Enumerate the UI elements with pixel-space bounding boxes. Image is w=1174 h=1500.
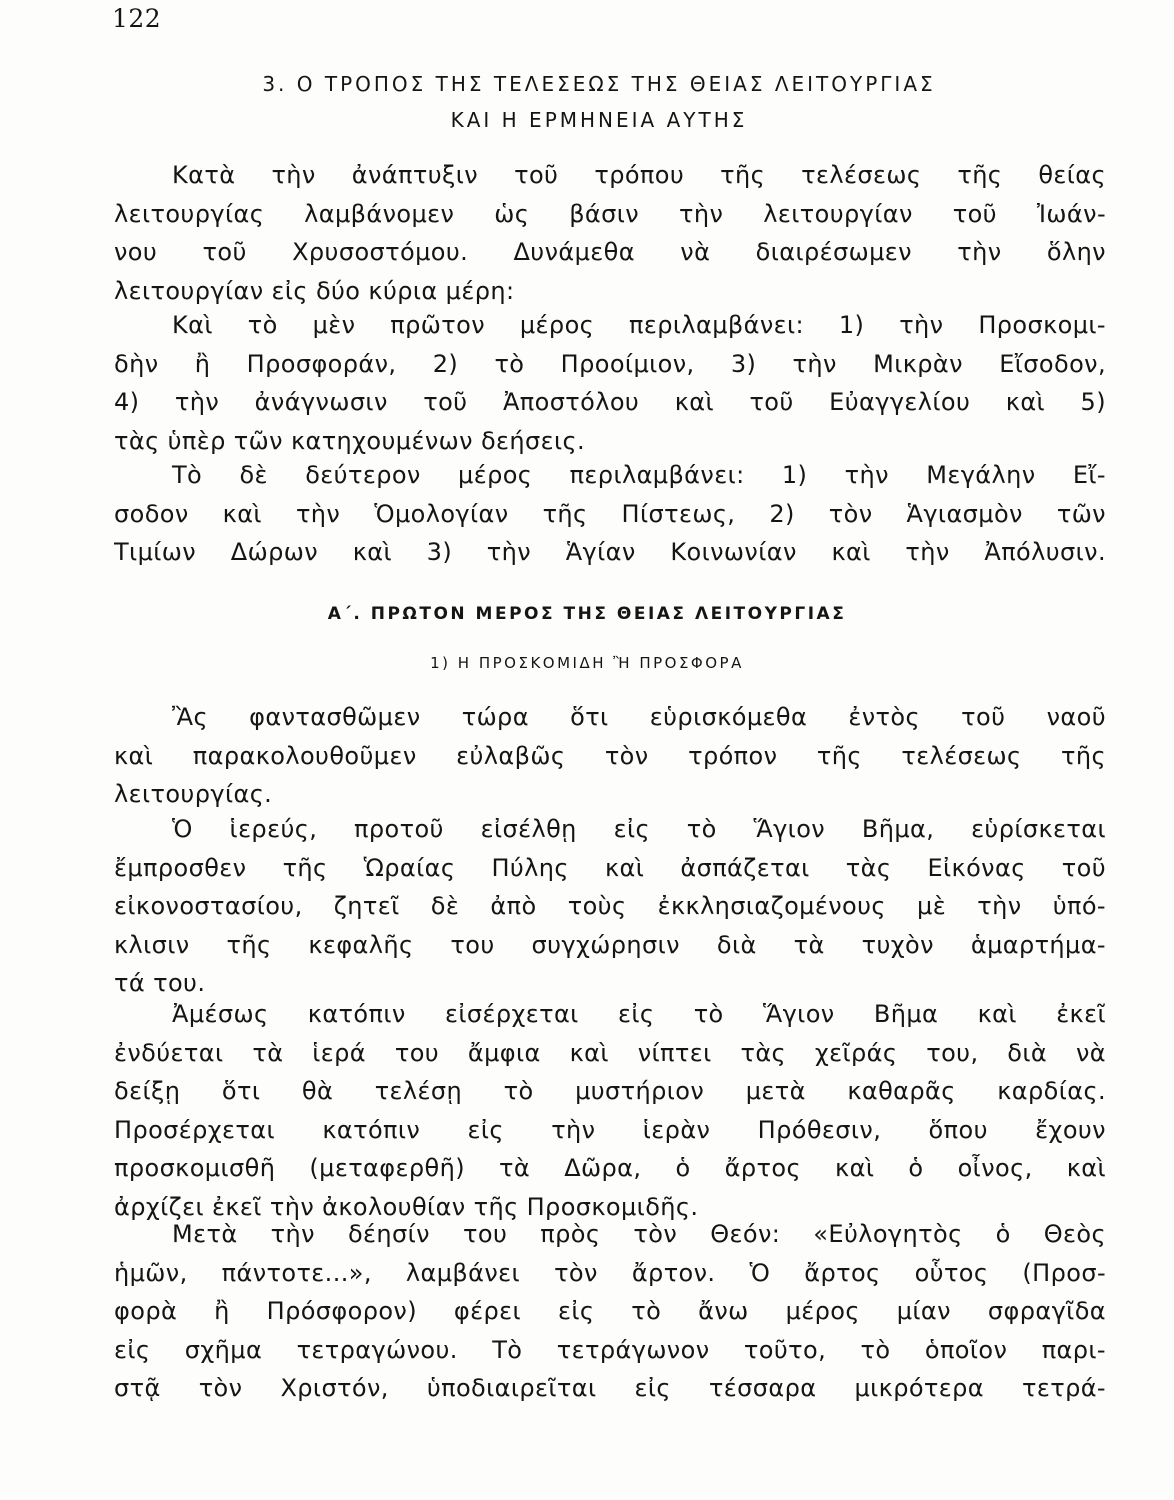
text-line: καὶ παρακολουθοῦμεν εὐλαβῶς τὸν τρόπον τῆς τελέσεως τῆς bbox=[114, 741, 1106, 770]
text-line: σοδον καὶ τὴν Ὁμολογίαν τῆς Πίστεως, 2) τὸν Ἁγιασμὸν τῶν bbox=[114, 499, 1106, 528]
paragraph bbox=[114, 995, 1106, 1226]
text-line: Ἂς φαντασθῶμεν τώρα ὅτι εὑρισκόμεθα ἐντὸς τοῦ ναοῦ bbox=[172, 703, 1106, 731]
text-line: ἡμῶν, πάντοτε...», λαμβάνει τὸν ἄρτον. Ὁ ἄρτος οὗτος (Προσ- bbox=[114, 1258, 1106, 1287]
paragraph bbox=[114, 156, 1106, 310]
text-line: Τὸ δὲ δεύτερον μέρος περιλαμβάνει: 1) τὴν Μεγάλην Εἴ- bbox=[172, 461, 1106, 489]
page-number: 122 bbox=[112, 4, 162, 33]
text-line: Ἀμέσως κατόπιν εἰσέρχεται εἰς τὸ Ἅγιον Βῆμα καὶ ἐκεῖ bbox=[172, 1000, 1106, 1028]
text-line: Τιμίων Δώρων καὶ 3) τὴν Ἁγίαν Κοινωνίαν καὶ τὴν Ἀπόλυσιν. bbox=[114, 538, 1106, 566]
section-subtitle: 1) Η ΠΡΟΣΚΟΜΙΔΗ Ἢ ΠΡΟΣΦΟΡΑ bbox=[430, 654, 744, 672]
text-line: λειτουργίας λαμβάνομεν ὡς βάσιν τὴν λειτουργίαν τοῦ Ἰωάν- bbox=[114, 199, 1106, 228]
chapter-heading-line-2: ΚΑΙ Η ΕΡΜΗΝΕΙΑ ΑΥΤΗΣ bbox=[450, 108, 748, 132]
paragraph bbox=[114, 810, 1106, 1003]
paragraph bbox=[114, 698, 1106, 814]
text-line: λειτουργίαν εἰς δύο κύρια μέρη: bbox=[114, 276, 515, 305]
text-line: δείξῃ ὅτι θὰ τελέσῃ τὸ μυστήριον μετὰ καθαρᾶς καρδίας. bbox=[114, 1077, 1106, 1105]
text-line: τά του. bbox=[114, 969, 206, 997]
text-line: 4) τὴν ἀνάγνωσιν τοῦ Ἀποστόλου καὶ τοῦ Εὐαγγελίου καὶ 5) bbox=[114, 388, 1106, 416]
paragraph bbox=[114, 306, 1106, 460]
text-line: τὰς ὑπὲρ τῶν κατηχουμένων δεήσεις. bbox=[114, 426, 586, 455]
text-line: εἰς σχῆμα τετραγώνου. Τὸ τετράγωνον τοῦτο, τὸ ὁποῖον παρι- bbox=[114, 1335, 1106, 1364]
text-line: ἐνδύεται τὰ ἱερά του ἄμφια καὶ νίπτει τὰς χεῖράς του, διὰ νὰ bbox=[114, 1038, 1106, 1067]
text-line: Κατὰ τὴν ἀνάπτυξιν τοῦ τρόπου τῆς τελέσεως τῆς θείας bbox=[172, 161, 1106, 189]
text-line: κλισιν τῆς κεφαλῆς του συγχώρησιν διὰ τὰ τυχὸν ἁμαρτήμα- bbox=[114, 930, 1106, 959]
text-line: νου τοῦ Χρυσοστόμου. Δυνάμεθα νὰ διαιρέσωμεν τὴν ὅλην bbox=[114, 238, 1106, 266]
text-line: στᾷ τὸν Χριστόν, ὑποδιαιρεῖται εἰς τέσσαρα μικρότερα τετρά- bbox=[114, 1374, 1106, 1402]
paragraph bbox=[114, 456, 1106, 572]
paragraph bbox=[114, 1215, 1106, 1408]
text-line: προσκομισθῆ (μεταφερθῆ) τὰ Δῶρα, ὁ ἄρτος καὶ ὁ οἶνος, καὶ bbox=[114, 1154, 1106, 1182]
text-line: ἔμπροσθεν τῆς Ὡραίας Πύλης καὶ ἀσπάζεται τὰς Εἰκόνας τοῦ bbox=[114, 853, 1106, 882]
text-line: Προσέρχεται κατόπιν εἰς τὴν ἱερὰν Πρόθεσιν, ὅπου ἔχουν bbox=[114, 1115, 1106, 1144]
text-line: φορὰ ἢ Πρόσφορον) φέρει εἰς τὸ ἄνω μέρος μίαν σφραγῖδα bbox=[114, 1297, 1106, 1325]
text-line: εἰκονοστασίου, ζητεῖ δὲ ἀπὸ τοὺς ἐκκλησιαζομένους μὲ τὴν ὑπό- bbox=[114, 892, 1106, 920]
chapter-heading-line-1: 3. Ο ΤΡΟΠΟΣ ΤΗΣ ΤΕΛΕΣΕΩΣ ΤΗΣ ΘΕΙΑΣ ΛΕΙΤΟΥΡΓΙΑΣ bbox=[262, 72, 936, 96]
section-title: Α΄. ΠΡΩΤΟΝ ΜΕΡΟΣ ΤΗΣ ΘΕΙΑΣ ΛΕΙΤΟΥΡΓΙΑΣ bbox=[327, 604, 847, 624]
text-line: Ὁ ἱερεύς, προτοῦ εἰσέλθῃ εἰς τὸ Ἅγιον Βῆμα, εὑρίσκεται bbox=[172, 815, 1106, 843]
text-line: Καὶ τὸ μὲν πρῶτον μέρος περιλαμβάνει: 1) τὴν Προσκομι- bbox=[172, 311, 1106, 339]
text-line: ἀρχίζει ἐκεῖ τὴν ἀκολουθίαν τῆς Προσκομιδῆς. bbox=[114, 1192, 699, 1221]
text-line: δὴν ἢ Προσφοράν, 2) τὸ Προοίμιον, 3) τὴν Μικρὰν Εἴσοδον, bbox=[114, 349, 1106, 378]
text-line: Μετὰ τὴν δέησίν του πρὸς τὸν Θεόν: «Εὐλογητὸς ὁ Θεὸς bbox=[172, 1220, 1106, 1248]
text-line: λειτουργίας. bbox=[114, 780, 273, 808]
